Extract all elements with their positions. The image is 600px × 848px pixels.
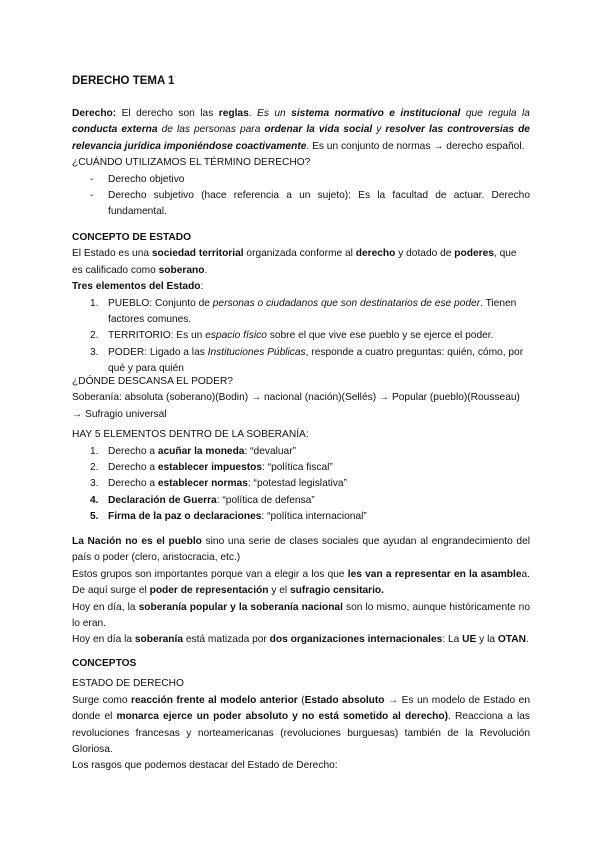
organizaciones-paragraph: Hoy en día la soberanía está matizada por dos organizaciones internacionales: La UE y la OTAN.: [72, 634, 529, 646]
soberania-hoy-paragraph: Hoy en día, la soberanía popular y la soberanía nacional son lo mismo, aunque históricamente no lo eran.: [72, 601, 530, 630]
question-poder: ¿DÓNDE DESCANSA EL PODER?: [72, 376, 233, 387]
estado-definition: El Estado es una sociedad territorial organizada conforme al derecho y dotado de poderes, que es calificado como soberano.: [72, 248, 517, 276]
soberania-elements-heading: HAY 5 ELEMENTOS DENTRO DE LA SOBERANÍA:: [72, 429, 309, 441]
section-conceptos: [72, 656, 530, 775]
list-item: 4. Declaración de Guerra: “política de defensa”: [90, 494, 315, 506]
list-item: 5. Firma de la paz o declaraciones: “política internacional”: [90, 511, 367, 523]
soberania-elements-list: [72, 444, 530, 526]
question-derecho: ¿CUÁNDO UTILIZAMOS EL TÉRMINO DERECHO?: [72, 157, 311, 169]
list-item: 3. Derecho a establecer normas: “potestad legislativa”: [90, 478, 347, 490]
section-derecho: [72, 106, 530, 221]
section-nacion: [72, 534, 530, 649]
grupos-paragraph: Estos grupos son importantes porque van a elegir a los que les van a representar en la asamblea. De aquí surge el poder de representación y el sufragio censitario.: [72, 568, 530, 597]
list-item: - Derecho objetivo: [72, 172, 530, 188]
estado-derecho-subheading: ESTADO DE DERECHO: [72, 678, 184, 690]
section-heading: CONCEPTO DE ESTADO: [72, 232, 192, 243]
document-title: DERECHO TEMA 1: [72, 75, 175, 87]
estado-derecho-paragraph: Surge como reacción frente al modelo anterior (Estado absoluto → Es un modelo de Estado en donde el monarca ejerce un poder absoluto y no está sometido al derecho). Reacciona a las revoluciones francesas y norteamericanas (revoluciones burguesas) también de la Revolución Gloriosa.: [72, 694, 530, 756]
section-concepto-estado: [72, 230, 530, 378]
list-item: 1. Derecho a acuñar la moneda: “devaluar”: [90, 445, 296, 457]
soberania-text: Soberanía: absoluta (soberano)(Bodin) → nacional (nación)(Sellés) → Popular (pueblo)(Rousseau) → Sufragio universal: [72, 392, 520, 420]
derecho-types-list: [72, 172, 530, 221]
elements-list: [72, 296, 530, 378]
nacion-paragraph: La Nación no es el pueblo sino una serie de clases sociales que ayudan al engrandecimiento del país o poder (clero, aristocracia, etc.): [72, 536, 530, 564]
list-item: 1. PUEBLO: Conjunto de personas o ciudadanos que son destinatarios de ese poder. Tienen factores comunes.: [90, 297, 517, 326]
list-item: 2. Derecho a establecer impuestos: “política fiscal”: [90, 462, 333, 474]
list-item: 2. TERRITORIO: Es un espacio físico sobre el que vive ese pueblo y se ejerce el poder.: [90, 330, 494, 342]
list-item: - Derecho subjetivo (hace referencia a un sujeto): Es la facultad de actuar. Derecho fundamental.: [72, 188, 530, 221]
derecho-definition: Derecho: El derecho son las reglas. Es un sistema normativo e institucional que regula la conducta externa de las personas para ordenar la vida social y resolver las controversias de relevancia jurídica imponiéndose coactivamente. Es un conjunto de normas → derecho español.: [72, 108, 530, 152]
list-item: 3. PODER: Ligado a las Instituciones Públicas, responde a cuatro preguntas: quién, cómo, por qué y para quién: [90, 346, 524, 375]
section-heading: CONCEPTOS: [72, 658, 137, 669]
rasgos-paragraph: Los rasgos que podemos destacar del Estado de Derecho:: [72, 760, 338, 772]
elements-subheading: Tres elementos del Estado:: [72, 281, 204, 293]
section-soberania: [72, 374, 530, 526]
